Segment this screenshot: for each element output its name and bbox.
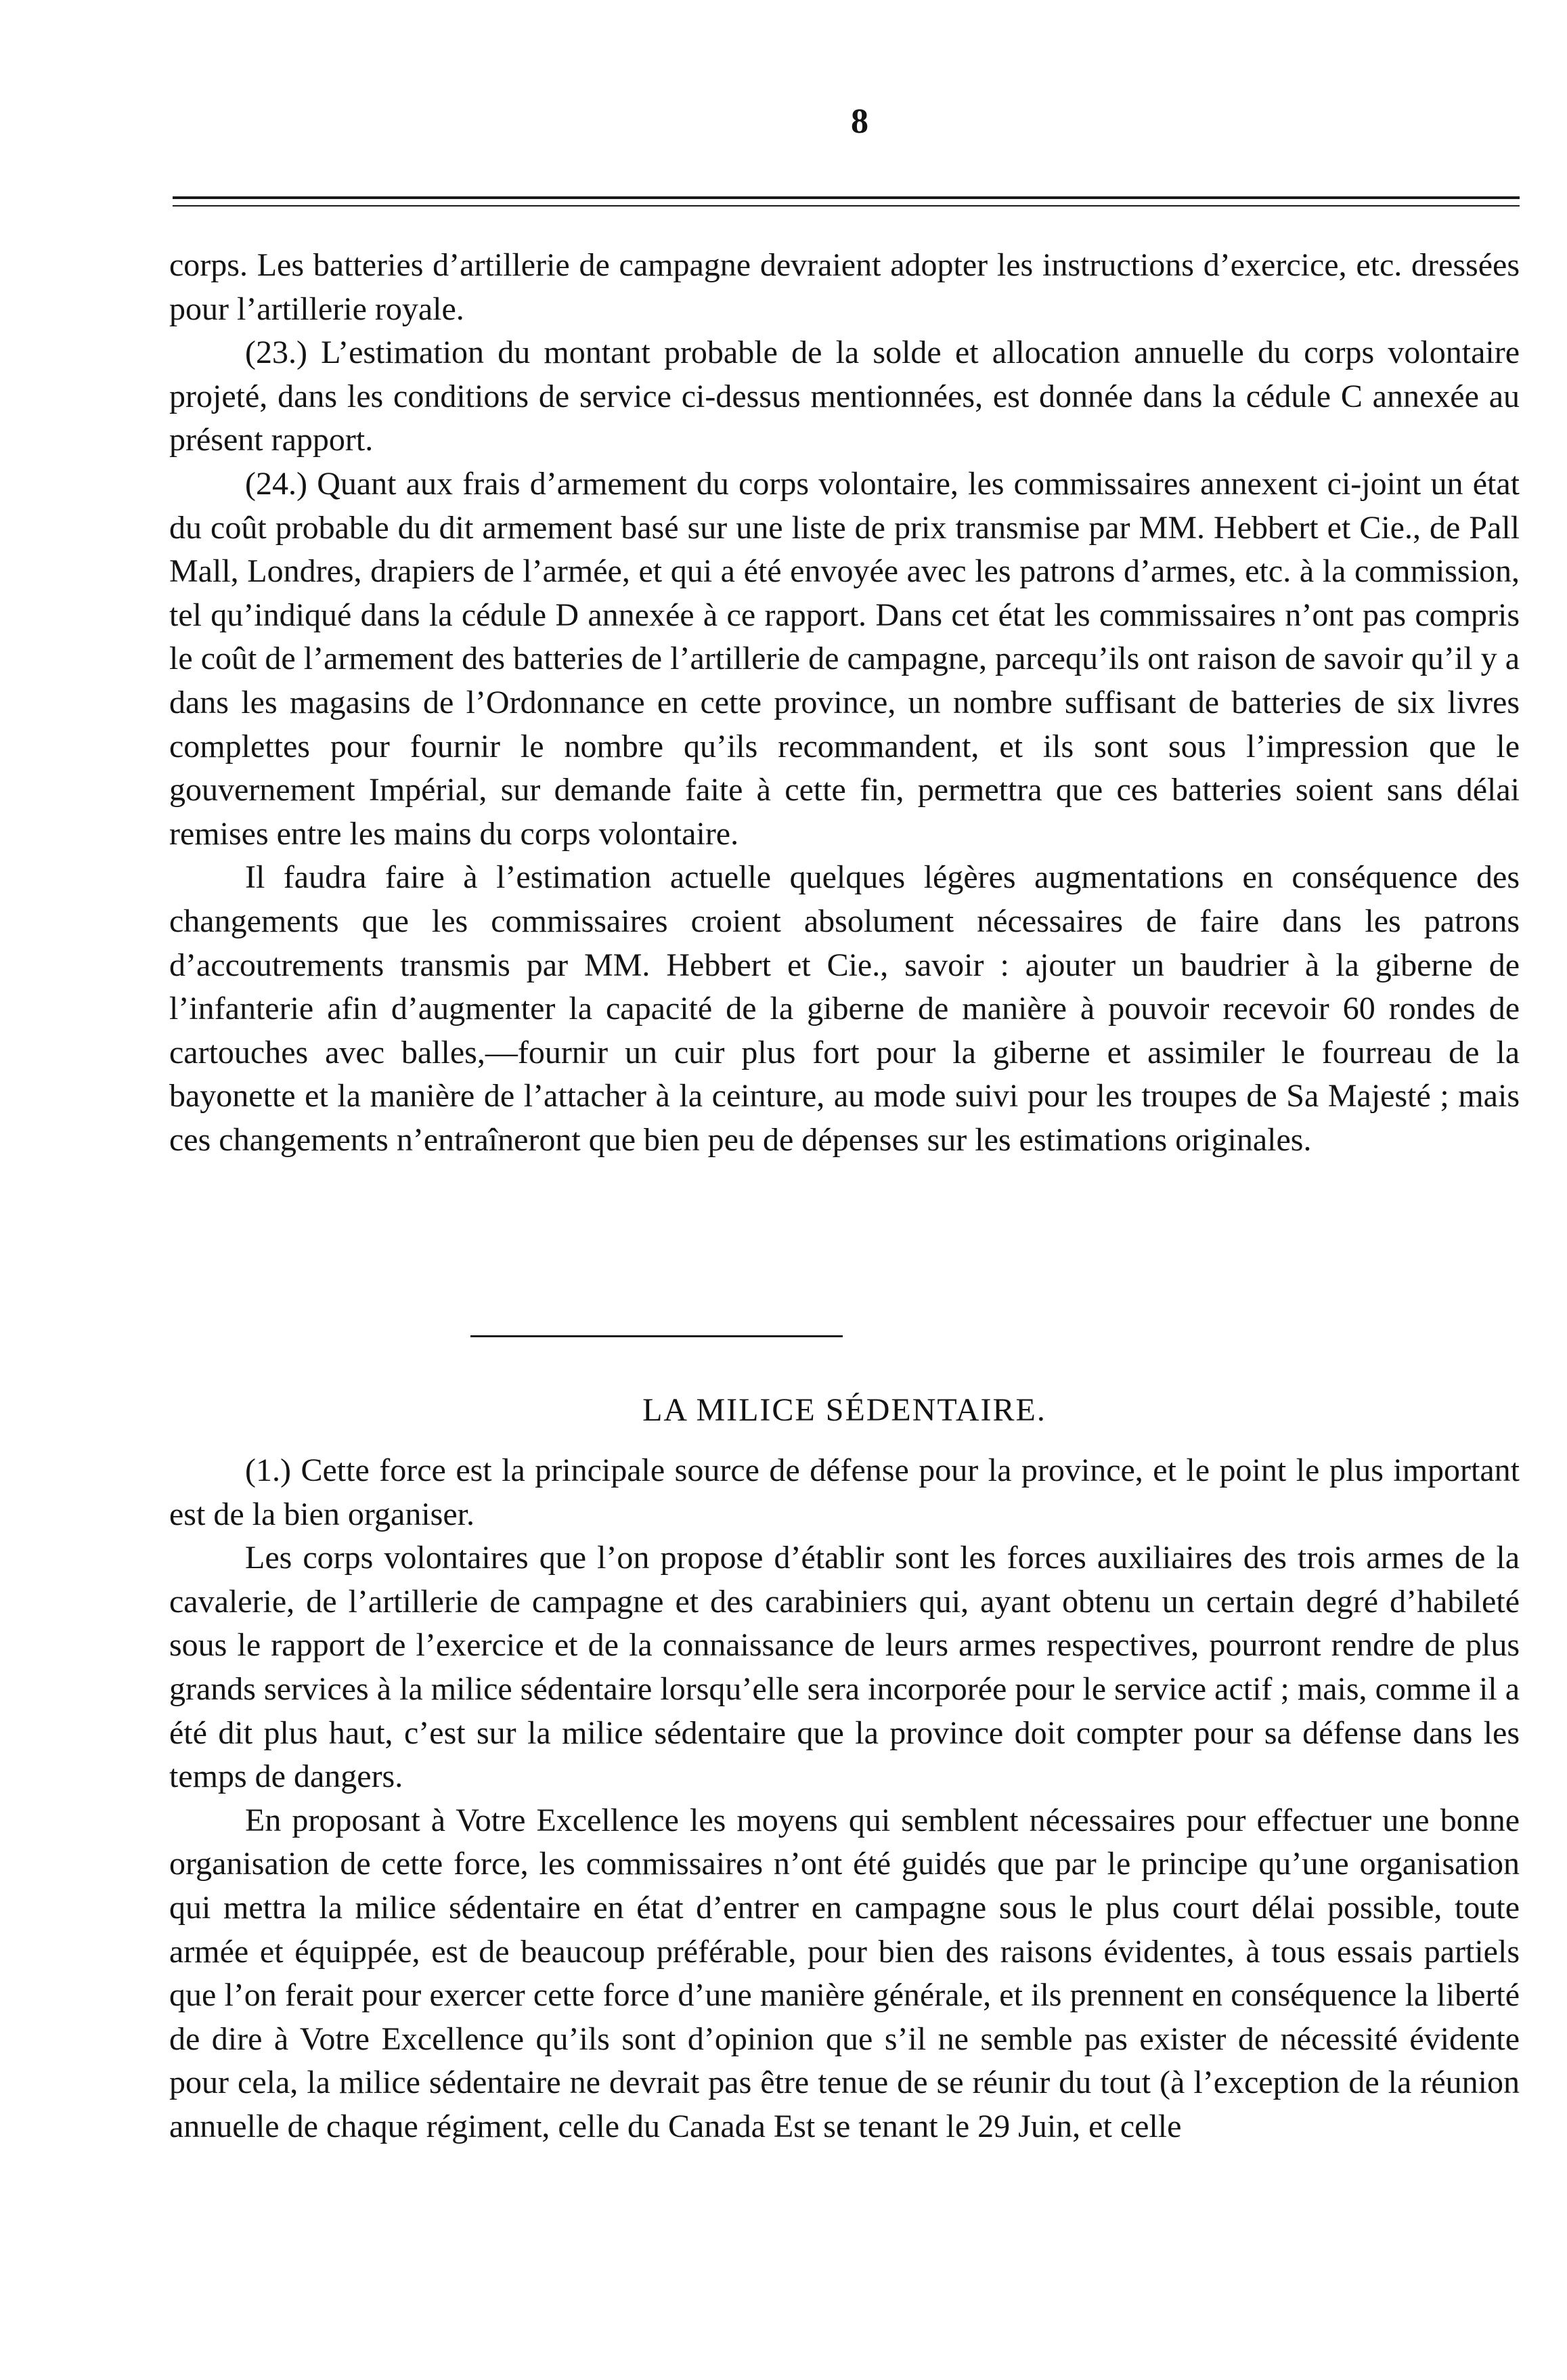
paragraph-23: (23.) L’estimation du montant probable de la solde et allocation annuelle du corps volontaire projeté, dans les conditions de service ci-dessus mentionnées, est donnée dans la cédule C annexée au présent rapport. (169, 334, 1520, 458)
paragraph-1: (1.) Cette force est la principale source de défense pour la province, et le point le plus important est de la bien organiser. (169, 1452, 1520, 1532)
header-rule-thin (173, 205, 1520, 207)
section-divider (470, 1335, 843, 1337)
header-rule-thick (173, 196, 1520, 199)
page-number: 8 (851, 102, 868, 141)
paragraph-24: (24.) Quant aux frais d’armement du corps volontaire, les commissaires annexent ci-joint un état du coût probable du dit armement basé sur une liste de prix transmise par MM. Hebbert et Cie., de Pall Mall, Londres, drapiers de l’armée, et qui a été envoyée avec les patrons d’armes, etc. à la commission, tel qu’indiqué dans la cédule D annexée à ce rapport. Dans cet état les commissaires n’ont pas compris le coût de l’armement des batteries de l’artillerie de campagne, parcequ’ils ont raison de savoir qu’il y a dans les magasins de l’Ordonnance en cette province, un nombre suffisant de batteries de six livres complettes pour fournir le nombre qu’ils recommandent, et ils sont sous l’impression que le gouvernement Impérial, sur demande faite à cette fin, permettra que ces batteries soient sans délai remises entre les mains du corps volontaire. (169, 465, 1520, 852)
paragraph-organisation: En proposant à Votre Excellence les moyens qui semblent nécessaires pour effectuer une bonne organisation de cette force, les commissaires n’ont été guidés que par le principe qu’une organisation qui mettra la milice sédentaire en état d’entrer en campagne sous le plus court délai possible, toute armée et équippée, est de beaucoup préférable, pour bien des raisons évidentes, à tous essais partiels que l’on ferait pour exercer cette force d’une manière générale, et ils prennent en conséquence la liberté de dire à Votre Excellence qu’ils sont d’opinion que s’il ne semble pas exister de nécessité évidente pour cela, la milice sédentaire ne devrait pas être tenue de se réunir du tout (à l’exception de la réunion annuelle de chaque régiment, celle du Canada Est se tenant le 29 Juin, et celle (169, 1802, 1520, 2144)
paragraph-augmentations: Il faudra faire à l’estimation actuelle quelques légères augmentations en conséquence des changements que les commissaires croient absolument nécessaires de faire dans les patrons d’accoutrements transmis par MM. Hebbert et Cie., savoir : ajouter un baudrier à la giberne de l’infanterie afin d’augmenter la capacité de la giberne de manière à pouvoir recevoir 60 rondes de cartouches avec balles,—fournir un cuir plus fort pour la giberne et assimiler le fourreau de la bayonette et la manière de l’attacher à la ceinture, au mode suivi pour les troupes de Sa Majesté ; mais ces changements n’entraîneront que bien peu de dépenses sur les estimations originales. (169, 859, 1520, 1158)
body-text-part-1 (169, 244, 1520, 1162)
paragraph-corps-volontaires: Les corps volontaires que l’on propose d’établir sont les forces auxiliaires des trois armes de la cavalerie, de l’artillerie de campagne et des carabiniers qui, ayant obtenu un certain degré d’habileté sous le rapport de l’exercice et de la connaissance de leurs armes respectives, pourront rendre de plus grands services à la milice sédentaire lorsqu’elle sera incorporée pour le service actif ; mais, comme il a été dit plus haut, c’est sur la milice sédentaire que la province doit compter pour sa défense dans les temps de dangers. (169, 1540, 1520, 1795)
body-text-part-2 (169, 1449, 1520, 2149)
section-heading: LA MILICE SÉDENTAIRE. (642, 1392, 1046, 1428)
paragraph-continuation: corps. Les batteries d’artillerie de campagne devraient adopter les instructions d’exercice, etc. dressées pour l’artillerie royale. (169, 247, 1520, 327)
